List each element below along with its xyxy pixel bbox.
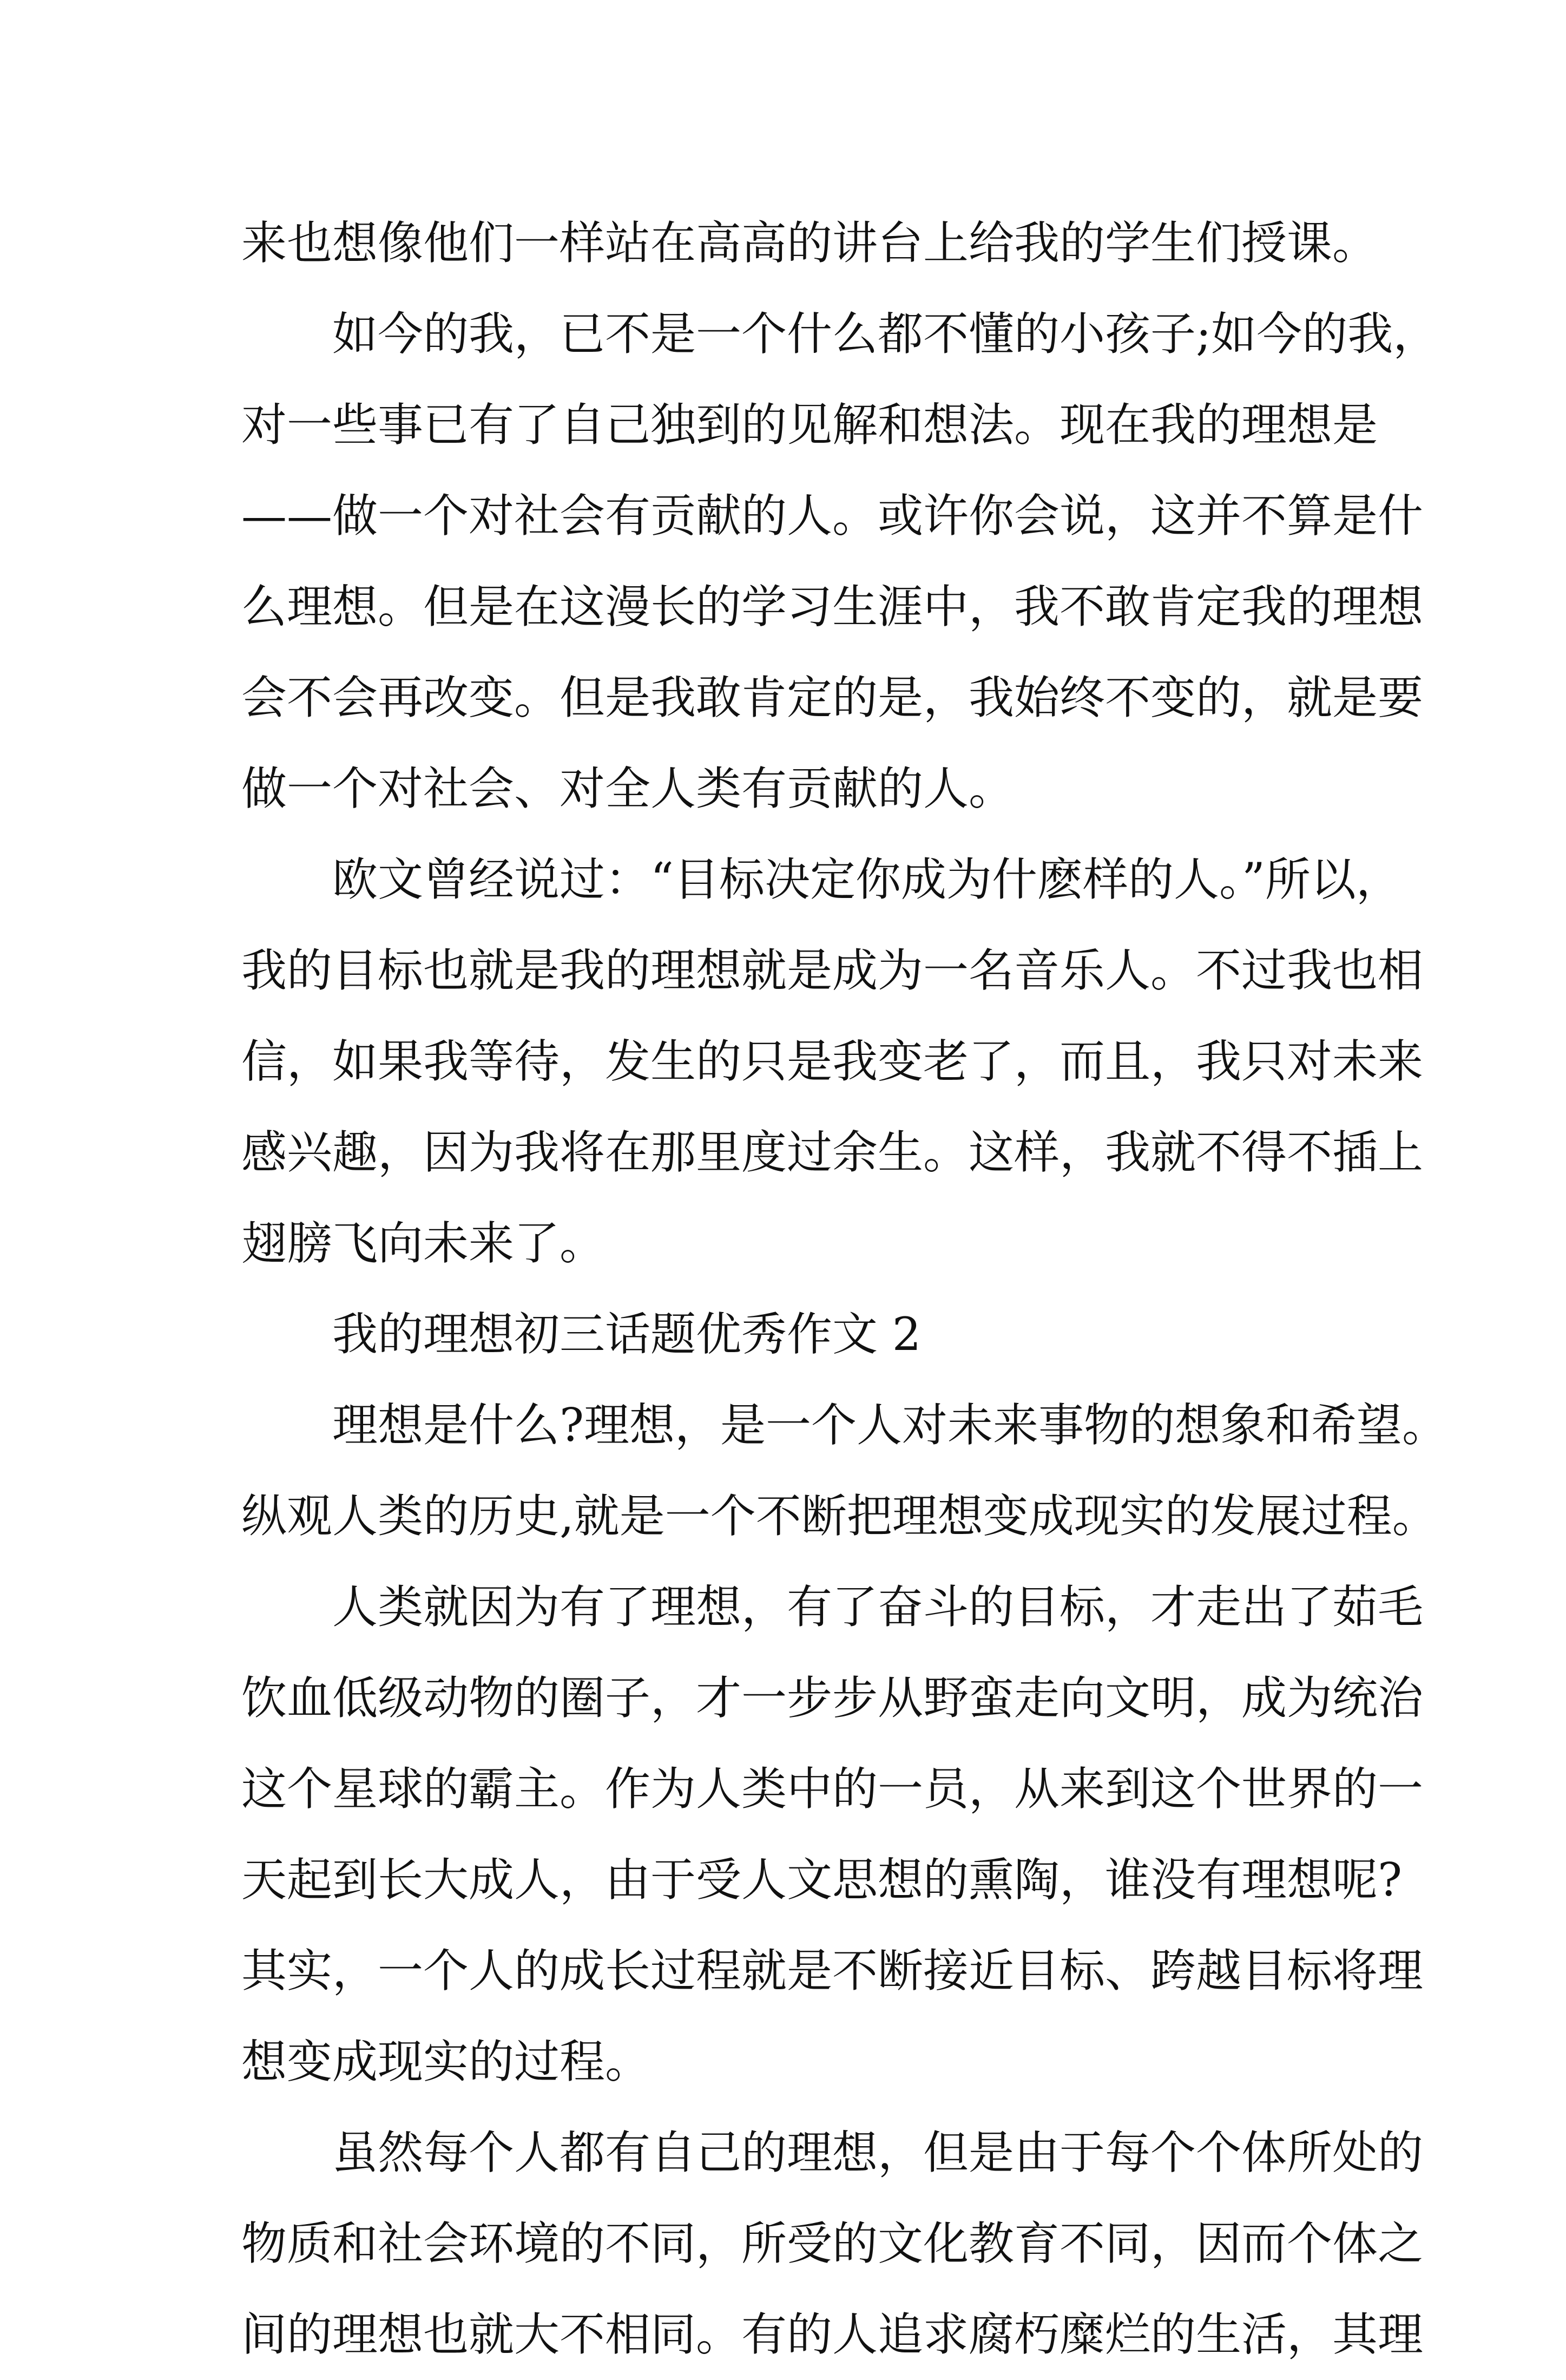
text-line: 这个星球的霸主。作为人类中的一员，从来到这个世界的一 xyxy=(241,1762,1424,1815)
text-line: 虽然每个人都有自己的理想，但是由于每个个体所处的 xyxy=(332,2126,1424,2179)
text-line: 对一些事已有了自己独到的见解和想法。现在我的理想是 xyxy=(241,398,1378,451)
text-line: 信，如果我等待，发生的只是我变老了，而且，我只对未来 xyxy=(241,1035,1424,1088)
text-line: 人类就因为有了理想，有了奋斗的目标，才走出了茹毛 xyxy=(332,1581,1424,1634)
text-line: 天起到长大成人，由于受人文思想的熏陶，谁没有理想呢? xyxy=(241,1853,1403,1906)
text-line: 其实，一个人的成长过程就是不断接近目标、跨越目标将理 xyxy=(241,1944,1424,1997)
text-line: 翅膀飞向未来了。 xyxy=(241,1217,606,1270)
text-line: 纵观人类的历史,就是一个不断把理想变成现实的发展过程。 xyxy=(241,1490,1438,1543)
document-body xyxy=(241,198,1448,2380)
text-line: 么理想。但是在这漫长的学习生涯中，我不敢肯定我的理想 xyxy=(241,580,1424,633)
text-line: 欧文曾经说过：“目标决定你成为什麽样的人。”所以， xyxy=(332,853,1401,906)
section-heading: 我的理想初三话题优秀作文 2 xyxy=(332,1308,922,1361)
text-line: 物质和社会环境的不同，所受的文化教育不同，因而个体之 xyxy=(241,2217,1424,2270)
text-line: 饮血低级动物的圈子，才一步步从野蛮走向文明，成为统治 xyxy=(241,1671,1424,1725)
text-line: 感兴趣，因为我将在那里度过余生。这样，我就不得不插上 xyxy=(241,1126,1424,1179)
text-line: 理想是什么?理想，是一个人对未来事物的想象和希望。 xyxy=(332,1399,1448,1452)
text-line: 想变成现实的过程。 xyxy=(241,2035,651,2088)
text-line: 来也想像他们一样站在高高的讲台上给我的学生们授课。 xyxy=(241,217,1378,270)
text-line: 做一个对社会、对全人类有贡献的人。 xyxy=(241,762,1015,815)
text-line: ——做一个对社会有贡献的人。或许你会说，这并不算是什 xyxy=(241,489,1424,542)
text-line: 我的目标也就是我的理想就是成为一名音乐人。不过我也相 xyxy=(241,944,1424,997)
text-line: 间的理想也就大不相同。有的人追求腐朽糜烂的生活，其理 xyxy=(241,2308,1424,2361)
text-line: 如今的我，已不是一个什么都不懂的小孩子;如今的我， xyxy=(332,307,1439,360)
text-line: 会不会再改变。但是我敢肯定的是，我始终不变的，就是要 xyxy=(241,671,1424,724)
